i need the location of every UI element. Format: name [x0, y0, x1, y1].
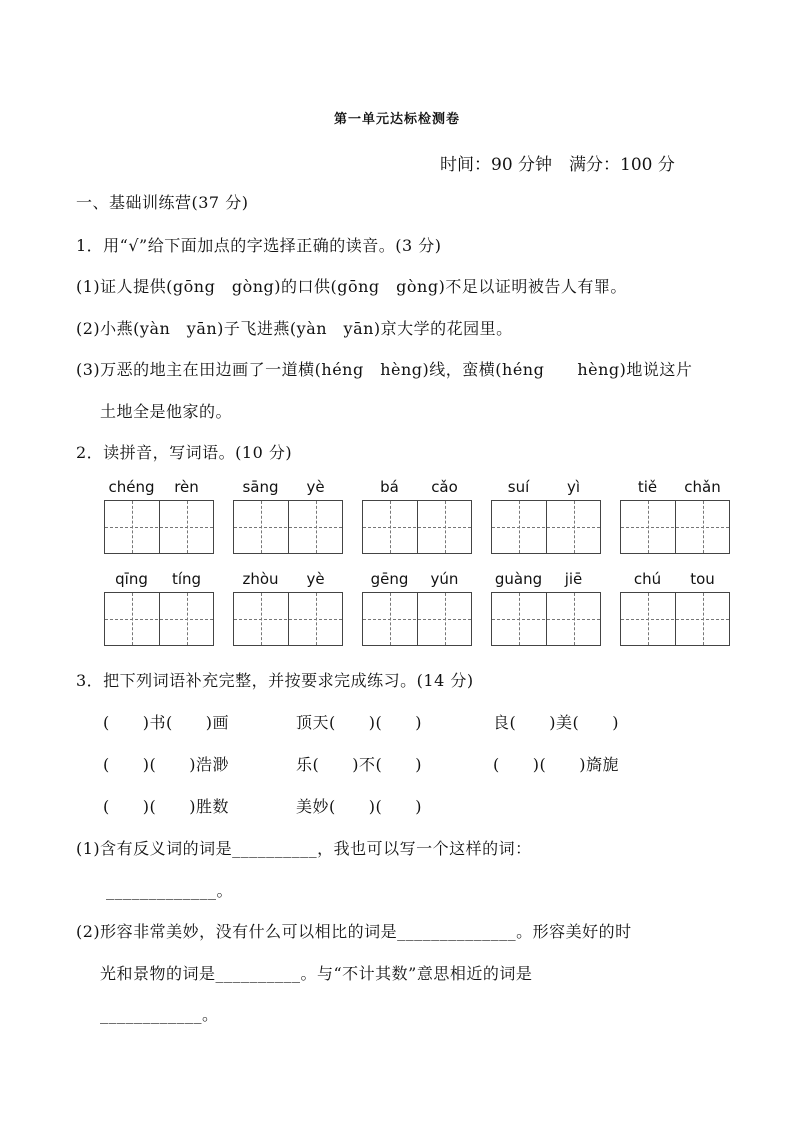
- q3-sub2-line1: (2)形容非常美妙，没有什么可以相比的词是______________。形容美好的时: [76, 922, 632, 941]
- q3-word-1: ( )书( )画: [103, 713, 229, 732]
- q1-item-2: (2)小燕(yàn yān)子飞进燕(yàn yān)京大学的花园里。: [76, 319, 513, 338]
- writing-box-pair[interactable]: [491, 592, 601, 646]
- writing-box-pair[interactable]: [620, 592, 730, 646]
- writing-box-pair[interactable]: [362, 592, 472, 646]
- q3-word-7: ( )( )胜数: [103, 797, 229, 816]
- q3-word-2: 顶天( )( ): [296, 713, 422, 732]
- q3-sub1-line2: _____________。: [106, 881, 234, 900]
- pinyin-label: tíng: [171, 570, 202, 588]
- pinyin-label: yì: [566, 478, 581, 496]
- writing-box-pair[interactable]: [233, 500, 343, 554]
- q3-sub2-line3: ____________。: [100, 1005, 219, 1024]
- pinyin-label: sāng: [242, 478, 279, 496]
- grid-guide-line: [363, 619, 471, 620]
- writing-box-pair[interactable]: [491, 500, 601, 554]
- writing-box-pair[interactable]: [104, 500, 214, 554]
- writing-box-pair[interactable]: [104, 592, 214, 646]
- q3-sub2-line2: 光和景物的词是__________。与“不计其数”意思相近的词是: [100, 964, 533, 983]
- grid-guide-line: [492, 527, 600, 528]
- pinyin-label: guàng: [494, 570, 543, 588]
- pinyin-label: zhòu: [242, 570, 279, 588]
- pinyin-label: tou: [690, 570, 715, 588]
- pinyin-label: yè: [306, 570, 325, 588]
- grid-guide-line: [105, 527, 213, 528]
- q1-item-3-cont: 土地全是他家的。: [100, 402, 233, 421]
- q2-stem: 2．读拼音，写词语。(10 分): [76, 443, 293, 462]
- q3-word-4: ( )( )浩渺: [103, 755, 229, 774]
- grid-guide-line: [234, 527, 342, 528]
- q1-stem: 1．用“√”给下面加点的字选择正确的读音。(3 分): [76, 236, 442, 255]
- q3-stem: 3．把下列词语补充完整，并按要求完成练习。(14 分): [76, 671, 474, 690]
- pinyin-label: yún: [430, 570, 459, 588]
- writing-box-pair[interactable]: [620, 500, 730, 554]
- grid-guide-line: [492, 619, 600, 620]
- grid-guide-line: [621, 527, 729, 528]
- pinyin-label: bá: [380, 478, 399, 496]
- pinyin-label: yè: [306, 478, 325, 496]
- pinyin-label: qīng: [115, 570, 148, 588]
- pinyin-label: gēng: [370, 570, 409, 588]
- section-heading: 一、基础训练营(37 分): [76, 193, 249, 212]
- grid-guide-line: [234, 619, 342, 620]
- pinyin-label: chéng: [108, 478, 155, 496]
- writing-box-pair[interactable]: [362, 500, 472, 554]
- pinyin-label: suí: [507, 478, 530, 496]
- pinyin-label: chǎn: [684, 478, 721, 496]
- grid-guide-line: [621, 619, 729, 620]
- grid-guide-line: [105, 619, 213, 620]
- q3-word-8: 美妙( )( ): [296, 797, 422, 816]
- grid-guide-line: [363, 527, 471, 528]
- page-title: 第一单元达标检测卷: [333, 112, 460, 127]
- q3-word-5: 乐( )不( ): [296, 755, 422, 774]
- q1-item-1: (1)证人提供(gōng gòng)的口供(gōng gòng)不足以证明被告人有罪。: [76, 277, 627, 296]
- pinyin-label: jiē: [564, 570, 583, 588]
- writing-box-pair[interactable]: [233, 592, 343, 646]
- q3-sub1-line1: (1)含有反义词的词是__________，我也可以写一个这样的词：: [76, 839, 532, 858]
- exam-time-info: 时间：90 分钟 满分：100 分: [440, 155, 675, 175]
- pinyin-label: rèn: [174, 478, 199, 496]
- pinyin-label: cǎo: [431, 478, 458, 496]
- q3-word-6: ( )( )旖旎: [493, 755, 619, 774]
- q3-word-3: 良( )美( ): [493, 713, 619, 732]
- q1-item-3: (3)万恶的地主在田边画了一道横(héng hèng)线，蛮横(héng hèng)地说这片: [76, 360, 693, 379]
- pinyin-label: tiě: [637, 478, 658, 496]
- pinyin-label: chú: [633, 570, 662, 588]
